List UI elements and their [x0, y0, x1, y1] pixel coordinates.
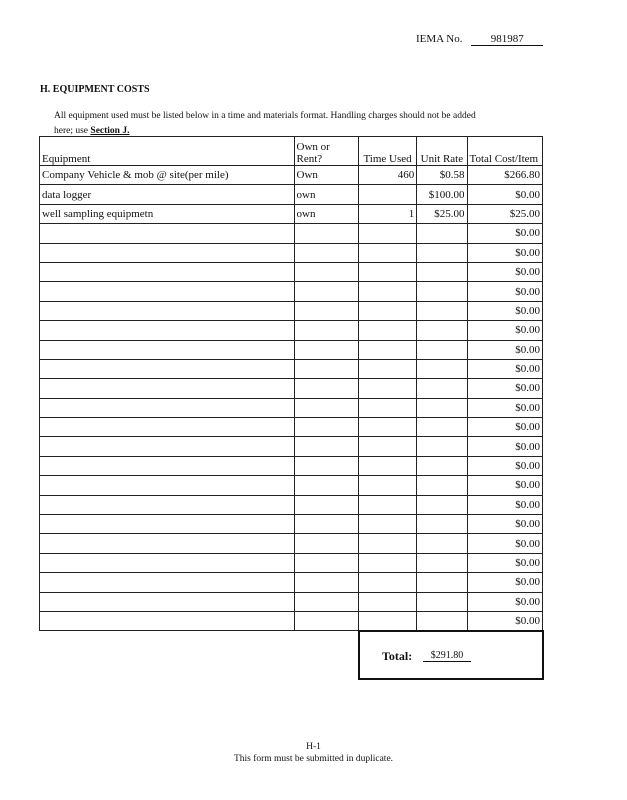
table-row — [40, 340, 543, 359]
cell-unit-rate[interactable] — [417, 515, 467, 534]
cell-own-rent[interactable] — [294, 418, 358, 437]
table-row — [40, 476, 543, 495]
cell-unit-rate[interactable] — [417, 321, 467, 340]
cell-equipment[interactable] — [40, 359, 295, 378]
cell-time-used[interactable] — [358, 243, 416, 262]
cell-own-rent[interactable] — [294, 476, 358, 495]
cell-total-cost[interactable]: $0.00 — [467, 301, 542, 320]
header-unit-rate: Unit Rate — [417, 137, 467, 166]
page-number: H-1 — [306, 742, 321, 752]
iema-number-field — [416, 33, 543, 46]
cell-equipment[interactable] — [40, 553, 295, 572]
cell-own-rent[interactable] — [294, 340, 358, 359]
cell-equipment[interactable] — [40, 611, 295, 630]
cell-equipment[interactable] — [40, 243, 295, 262]
cell-unit-rate[interactable] — [417, 301, 467, 320]
cell-unit-rate[interactable] — [417, 379, 467, 398]
cell-total-cost[interactable]: $0.00 — [467, 340, 542, 359]
table-row — [40, 166, 543, 185]
cell-unit-rate[interactable] — [417, 495, 467, 514]
cell-own-rent[interactable] — [294, 282, 358, 301]
cell-unit-rate[interactable] — [417, 592, 467, 611]
table-row — [40, 321, 543, 340]
cell-equipment[interactable] — [40, 340, 295, 359]
cell-time-used[interactable] — [358, 185, 416, 204]
cell-equipment[interactable] — [40, 437, 295, 456]
cell-total-cost[interactable]: $0.00 — [467, 282, 542, 301]
iema-number: 981987 — [471, 33, 543, 46]
cell-own-rent[interactable] — [294, 262, 358, 281]
cell-total-cost[interactable]: $0.00 — [467, 573, 542, 592]
total-value: $291.80 — [423, 650, 471, 662]
section-title: H. EQUIPMENT COSTS — [40, 84, 150, 95]
cell-own-rent[interactable] — [294, 379, 358, 398]
cell-time-used[interactable] — [358, 611, 416, 630]
cell-own-rent[interactable] — [294, 456, 358, 475]
cell-own-rent[interactable] — [294, 398, 358, 417]
cell-unit-rate[interactable] — [417, 224, 467, 243]
footer-note: This form must be submitted in duplicate. — [233, 754, 394, 764]
cell-own-rent[interactable] — [294, 321, 358, 340]
cell-equipment[interactable] — [40, 592, 295, 611]
cell-own-rent[interactable]: own — [294, 204, 358, 223]
cell-equipment[interactable]: Company Vehicle & mob @ site(per mile) — [40, 166, 295, 185]
cell-equipment[interactable] — [40, 301, 295, 320]
cell-own-rent[interactable] — [294, 243, 358, 262]
cell-unit-rate[interactable] — [417, 243, 467, 262]
cell-own-rent[interactable] — [294, 573, 358, 592]
cell-total-cost[interactable]: $0.00 — [467, 224, 542, 243]
cell-own-rent[interactable] — [294, 437, 358, 456]
cell-own-rent[interactable] — [294, 359, 358, 378]
table-row — [40, 243, 543, 262]
table-row — [40, 495, 543, 514]
cell-unit-rate[interactable]: $100.00 — [417, 185, 467, 204]
cell-time-used[interactable] — [358, 301, 416, 320]
cell-unit-rate[interactable] — [417, 553, 467, 572]
total-label: Total: — [382, 649, 413, 663]
table-row — [40, 204, 543, 223]
cell-time-used[interactable] — [358, 495, 416, 514]
cell-total-cost[interactable]: $0.00 — [467, 321, 542, 340]
cell-total-cost[interactable]: $0.00 — [467, 418, 542, 437]
cell-unit-rate[interactable]: $25.00 — [417, 204, 467, 223]
table-row — [40, 437, 543, 456]
cell-unit-rate[interactable] — [417, 262, 467, 281]
cell-total-cost[interactable]: $0.00 — [467, 437, 542, 456]
table-row — [40, 282, 543, 301]
cell-total-cost[interactable]: $0.00 — [467, 185, 542, 204]
cell-unit-rate[interactable] — [417, 398, 467, 417]
iema-label: IEMA No. — [416, 33, 463, 45]
cell-equipment[interactable] — [40, 495, 295, 514]
cell-time-used[interactable] — [358, 476, 416, 495]
cell-total-cost[interactable]: $0.00 — [467, 456, 542, 475]
cell-own-rent[interactable]: Own — [294, 166, 358, 185]
cell-equipment[interactable] — [40, 262, 295, 281]
cell-total-cost[interactable]: $0.00 — [467, 534, 542, 553]
cell-total-cost[interactable]: $0.00 — [467, 262, 542, 281]
cell-own-rent[interactable] — [294, 301, 358, 320]
cell-unit-rate[interactable] — [417, 534, 467, 553]
cell-time-used[interactable] — [358, 515, 416, 534]
cell-equipment[interactable] — [40, 515, 295, 534]
cell-unit-rate[interactable] — [417, 282, 467, 301]
table-row — [40, 611, 543, 630]
cell-unit-rate[interactable]: $0.58 — [417, 166, 467, 185]
cell-own-rent[interactable] — [294, 534, 358, 553]
cell-unit-rate[interactable] — [417, 418, 467, 437]
cell-total-cost[interactable]: $0.00 — [467, 476, 542, 495]
cell-time-used[interactable] — [358, 340, 416, 359]
cell-time-used[interactable] — [358, 553, 416, 572]
cell-time-used[interactable] — [358, 379, 416, 398]
cell-equipment[interactable] — [40, 224, 295, 243]
cell-own-rent[interactable] — [294, 515, 358, 534]
cell-time-used[interactable] — [358, 282, 416, 301]
cell-unit-rate[interactable] — [417, 340, 467, 359]
cell-own-rent[interactable] — [294, 611, 358, 630]
cell-equipment[interactable] — [40, 282, 295, 301]
cell-total-cost[interactable]: $0.00 — [467, 359, 542, 378]
table-row — [40, 301, 543, 320]
cell-own-rent[interactable] — [294, 592, 358, 611]
cell-time-used[interactable] — [358, 321, 416, 340]
table-row — [40, 359, 543, 378]
cell-equipment[interactable] — [40, 456, 295, 475]
equipment-table — [39, 136, 543, 631]
cell-unit-rate[interactable] — [417, 359, 467, 378]
cell-equipment[interactable] — [40, 418, 295, 437]
cell-own-rent[interactable] — [294, 495, 358, 514]
table-row — [40, 592, 543, 611]
table-row — [40, 262, 543, 281]
table-row — [40, 515, 543, 534]
table-row — [40, 553, 543, 572]
cell-time-used[interactable] — [358, 592, 416, 611]
cell-time-used[interactable] — [358, 398, 416, 417]
cell-own-rent[interactable] — [294, 224, 358, 243]
table-row — [40, 379, 543, 398]
cell-equipment[interactable] — [40, 398, 295, 417]
cell-time-used[interactable] — [358, 456, 416, 475]
header-equipment: Equipment — [40, 137, 295, 166]
instructions-section-ref: Section J. — [90, 126, 130, 136]
cell-total-cost[interactable]: $0.00 — [467, 243, 542, 262]
cell-time-used[interactable]: 1 — [358, 204, 416, 223]
cell-equipment[interactable] — [40, 476, 295, 495]
cell-time-used[interactable] — [358, 437, 416, 456]
cell-total-cost[interactable]: $0.00 — [467, 515, 542, 534]
cell-equipment[interactable]: data logger — [40, 185, 295, 204]
cell-unit-rate[interactable] — [417, 456, 467, 475]
header-own-rent: Own or Rent? — [294, 137, 358, 166]
instructions — [54, 109, 494, 139]
table-row — [40, 398, 543, 417]
instructions-text: All equipment used must be listed below in a time and materials format. Handling charges should not be added here; use — [54, 111, 476, 136]
cell-time-used[interactable] — [358, 418, 416, 437]
cell-time-used[interactable] — [358, 224, 416, 243]
cell-time-used[interactable] — [358, 359, 416, 378]
table-row — [40, 185, 543, 204]
table-row — [40, 224, 543, 243]
header-total-cost: Total Cost/Item — [467, 137, 542, 166]
cell-time-used[interactable]: 460 — [358, 166, 416, 185]
cell-total-cost[interactable]: $0.00 — [467, 553, 542, 572]
cell-own-rent[interactable]: own — [294, 185, 358, 204]
table-header-row — [40, 137, 543, 166]
cell-time-used[interactable] — [358, 262, 416, 281]
cell-own-rent[interactable] — [294, 553, 358, 572]
cell-total-cost[interactable]: $0.00 — [467, 379, 542, 398]
cell-unit-rate[interactable] — [417, 476, 467, 495]
cell-total-cost[interactable]: $25.00 — [467, 204, 542, 223]
cell-time-used[interactable] — [358, 573, 416, 592]
table-row — [40, 534, 543, 553]
cell-unit-rate[interactable] — [417, 573, 467, 592]
cell-equipment[interactable] — [40, 573, 295, 592]
cell-total-cost[interactable]: $0.00 — [467, 495, 542, 514]
total-box — [358, 630, 544, 680]
cell-unit-rate[interactable] — [417, 437, 467, 456]
cell-total-cost[interactable]: $0.00 — [467, 398, 542, 417]
cell-equipment[interactable]: well sampling equipmetn — [40, 204, 295, 223]
table-row — [40, 456, 543, 475]
cell-total-cost[interactable]: $0.00 — [467, 611, 542, 630]
cell-total-cost[interactable]: $0.00 — [467, 592, 542, 611]
cell-total-cost[interactable]: $266.80 — [467, 166, 542, 185]
cell-unit-rate[interactable] — [417, 611, 467, 630]
cell-equipment[interactable] — [40, 379, 295, 398]
cell-time-used[interactable] — [358, 534, 416, 553]
table-row — [40, 418, 543, 437]
cell-equipment[interactable] — [40, 534, 295, 553]
header-time-used: Time Used — [358, 137, 416, 166]
footer — [0, 741, 627, 765]
table-row — [40, 573, 543, 592]
cell-equipment[interactable] — [40, 321, 295, 340]
